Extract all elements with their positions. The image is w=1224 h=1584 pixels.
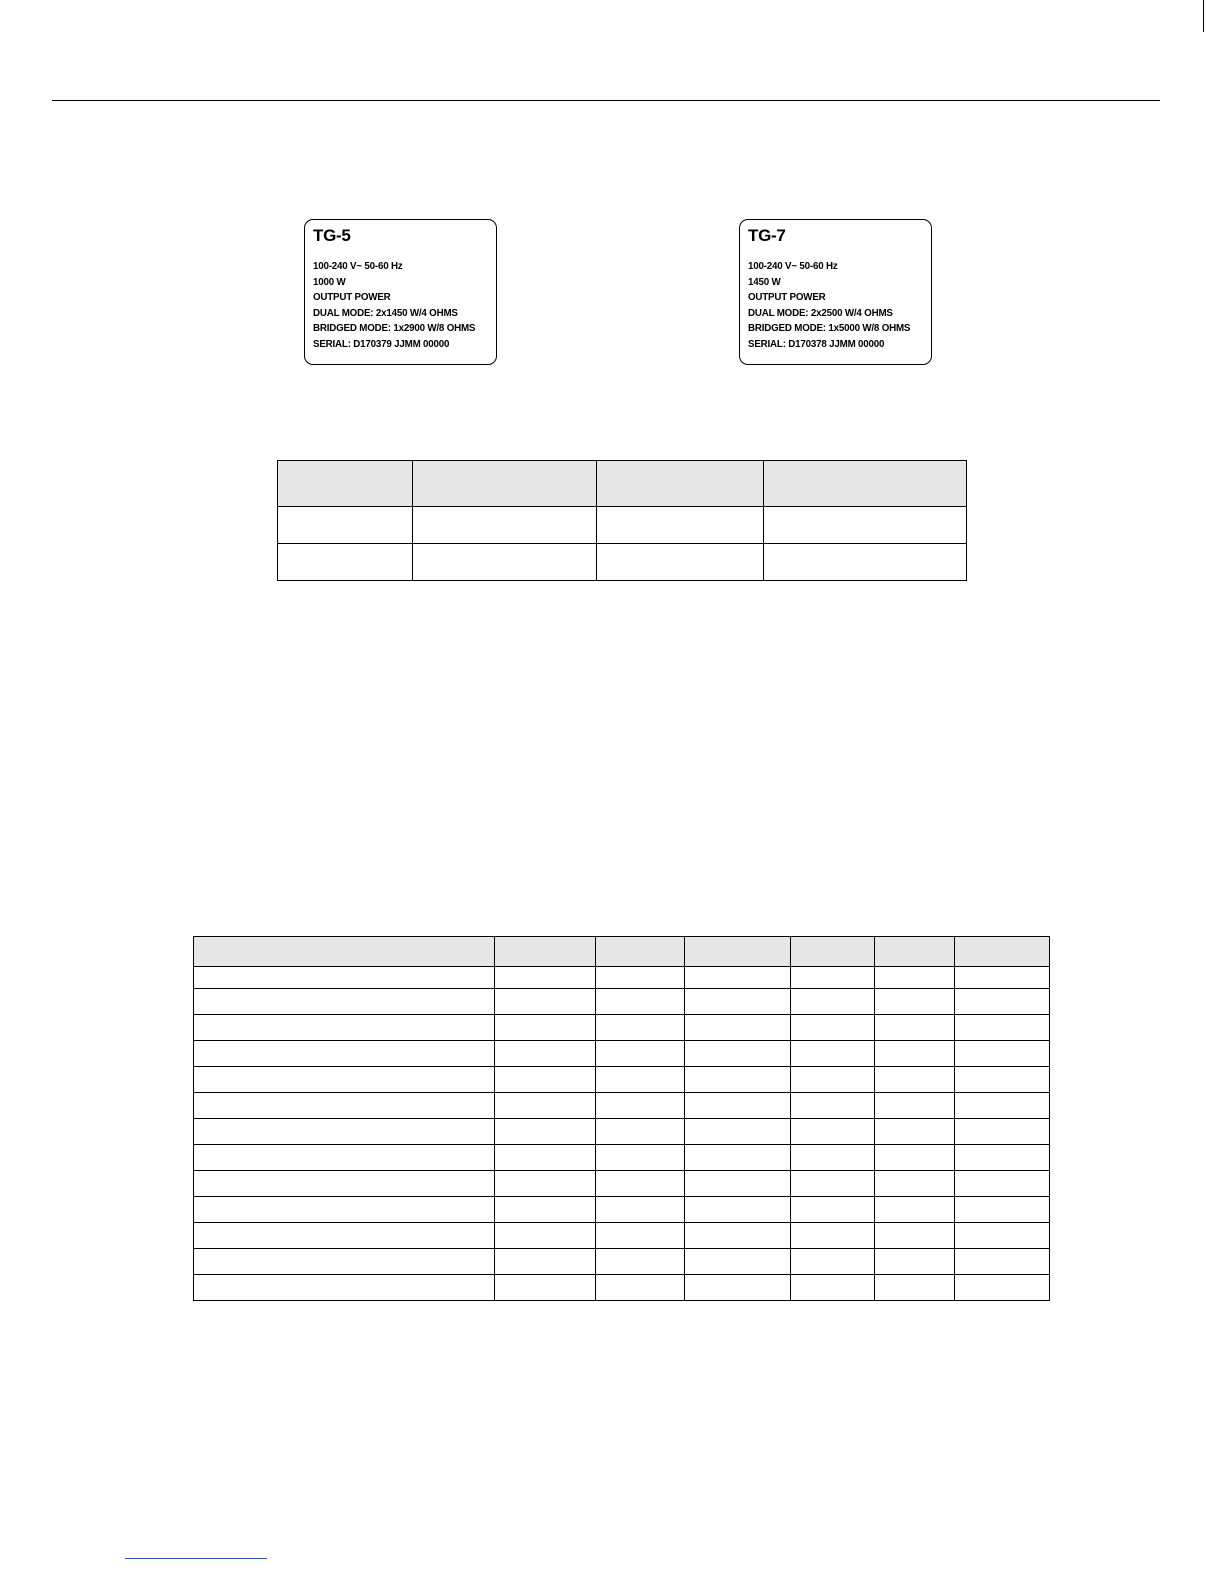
- table-cell: [791, 967, 875, 989]
- table-cell: [875, 1093, 955, 1119]
- spec-table-large: [193, 936, 1050, 1301]
- table-cell: [791, 1275, 875, 1301]
- table-cell: [685, 1275, 791, 1301]
- table-cell: [685, 1171, 791, 1197]
- table-cell: [685, 1067, 791, 1093]
- table-cell: [194, 1067, 495, 1093]
- table-cell: [955, 1171, 1050, 1197]
- table-row: [278, 544, 967, 581]
- table-cell: [875, 1119, 955, 1145]
- table-cell: [194, 1041, 495, 1067]
- table-cell: [495, 1093, 596, 1119]
- table-cell: [685, 1093, 791, 1119]
- table-cell: [495, 989, 596, 1015]
- table-cell: [791, 1015, 875, 1041]
- table-cell: [413, 507, 597, 544]
- tg7-bridged-mode: BRIDGED MODE: 1x5000 W/8 OHMS: [748, 323, 911, 334]
- table-row: [194, 1223, 1050, 1249]
- table-cell: [955, 1093, 1050, 1119]
- table-row: [194, 967, 1050, 989]
- page-edge-mark: [1203, 0, 1204, 32]
- tg5-model-name: TG-5: [313, 226, 351, 245]
- table-cell: [875, 1223, 955, 1249]
- table-header-cell: [194, 937, 495, 967]
- tg5-voltage: 100-240 V~ 50-60 Hz: [313, 261, 403, 272]
- table-header-cell: [764, 461, 967, 507]
- table-cell: [495, 1197, 596, 1223]
- table-header-cell: [955, 937, 1050, 967]
- table-cell: [685, 967, 791, 989]
- table-cell: [194, 1145, 495, 1171]
- tg5-serial: SERIAL: D170379 JJMM 00000: [313, 338, 450, 350]
- table-header-cell: [685, 937, 791, 967]
- tg7-dual-mode: DUAL MODE: 2x2500 W/4 OHMS: [748, 307, 893, 319]
- table-cell: [596, 1015, 685, 1041]
- tg7-voltage: 100-240 V~ 50-60 Hz: [748, 261, 838, 272]
- table-cell: [194, 989, 495, 1015]
- tg7-power: 1450 W: [748, 276, 781, 288]
- table-cell: [194, 1249, 495, 1275]
- table-cell: [685, 989, 791, 1015]
- table-cell: [791, 1171, 875, 1197]
- table-cell: [596, 1041, 685, 1067]
- table-cell: [597, 507, 764, 544]
- table-cell: [791, 1145, 875, 1171]
- table-row: [194, 1041, 1050, 1067]
- header-rule: [52, 100, 1160, 101]
- table-cell: [194, 1093, 495, 1119]
- table-cell: [495, 1223, 596, 1249]
- table-row: [194, 1197, 1050, 1223]
- table-cell: [955, 1197, 1050, 1223]
- table-header-cell: [278, 461, 413, 507]
- table-cell: [597, 544, 764, 581]
- table-cell: [413, 544, 597, 581]
- table-cell: [791, 1093, 875, 1119]
- footnote-rule: [125, 1558, 267, 1559]
- table-row: [194, 1119, 1050, 1145]
- table-cell: [791, 1249, 875, 1275]
- table-header-cell: [596, 937, 685, 967]
- table-cell: [495, 1119, 596, 1145]
- table-cell: [955, 1015, 1050, 1041]
- spec-table-small: [277, 460, 967, 581]
- table-cell: [791, 1197, 875, 1223]
- table-row: [194, 989, 1050, 1015]
- table-cell: [194, 1119, 495, 1145]
- table-cell: [596, 1119, 685, 1145]
- table-header-row: [194, 937, 1050, 967]
- table-cell: [596, 1093, 685, 1119]
- tg5-dual-mode: DUAL MODE: 2x1450 W/4 OHMS: [313, 307, 458, 319]
- table-cell: [596, 1171, 685, 1197]
- table-cell: [495, 1015, 596, 1041]
- table-cell: [495, 1067, 596, 1093]
- table-header-cell: [875, 937, 955, 967]
- table-cell: [596, 1275, 685, 1301]
- table-cell: [955, 989, 1050, 1015]
- table-cell: [685, 1197, 791, 1223]
- table-cell: [955, 967, 1050, 989]
- table-cell: [685, 1015, 791, 1041]
- table-cell: [194, 1197, 495, 1223]
- table-cell: [764, 544, 967, 581]
- table-cell: [278, 507, 413, 544]
- table-cell: [495, 967, 596, 989]
- table-cell: [875, 1015, 955, 1041]
- table-cell: [955, 1067, 1050, 1093]
- table-cell: [875, 1197, 955, 1223]
- tg7-output-power: OUTPUT POWER: [748, 292, 826, 303]
- table-cell: [596, 1145, 685, 1171]
- table-row: [194, 1249, 1050, 1275]
- table-cell: [495, 1171, 596, 1197]
- table-cell: [875, 1041, 955, 1067]
- tg5-bridged-mode: BRIDGED MODE: 1x2900 W/8 OHMS: [313, 323, 476, 334]
- table-cell: [875, 1145, 955, 1171]
- table-cell: [955, 1119, 1050, 1145]
- table-cell: [955, 1145, 1050, 1171]
- table-header-cell: [413, 461, 597, 507]
- table-row: [194, 1015, 1050, 1041]
- tg5-output-power: OUTPUT POWER: [313, 292, 391, 303]
- table-cell: [685, 1041, 791, 1067]
- table-cell: [875, 989, 955, 1015]
- tg5-rating-label: [304, 219, 497, 365]
- table-cell: [194, 1015, 495, 1041]
- table-cell: [875, 967, 955, 989]
- table-cell: [495, 1145, 596, 1171]
- table-cell: [596, 1249, 685, 1275]
- table-cell: [596, 967, 685, 989]
- table-cell: [791, 1067, 875, 1093]
- table-cell: [955, 1223, 1050, 1249]
- table-cell: [596, 1223, 685, 1249]
- table-cell: [685, 1119, 791, 1145]
- table-cell: [955, 1275, 1050, 1301]
- table-row: [194, 1067, 1050, 1093]
- table-cell: [596, 1067, 685, 1093]
- table-cell: [875, 1171, 955, 1197]
- table-cell: [278, 544, 413, 581]
- table-header-row: [278, 461, 967, 507]
- table-cell: [791, 989, 875, 1015]
- table-cell: [875, 1275, 955, 1301]
- tg7-serial: SERIAL: D170378 JJMM 00000: [748, 338, 885, 350]
- tg5-power: 1000 W: [313, 276, 346, 288]
- table-cell: [685, 1223, 791, 1249]
- table-cell: [194, 967, 495, 989]
- table-cell: [495, 1041, 596, 1067]
- table-header-cell: [597, 461, 764, 507]
- table-cell: [791, 1223, 875, 1249]
- table-cell: [875, 1249, 955, 1275]
- table-row: [194, 1275, 1050, 1301]
- table-cell: [875, 1067, 955, 1093]
- table-row: [194, 1145, 1050, 1171]
- table-cell: [955, 1249, 1050, 1275]
- table-cell: [495, 1275, 596, 1301]
- table-cell: [955, 1041, 1050, 1067]
- table-cell: [194, 1275, 495, 1301]
- table-cell: [596, 1197, 685, 1223]
- table-cell: [194, 1223, 495, 1249]
- table-cell: [685, 1249, 791, 1275]
- tg7-model-name: TG-7: [748, 226, 786, 245]
- table-row: [194, 1093, 1050, 1119]
- table-row: [194, 1171, 1050, 1197]
- table-header-cell: [495, 937, 596, 967]
- table-cell: [495, 1249, 596, 1275]
- table-cell: [791, 1119, 875, 1145]
- table-header-cell: [791, 937, 875, 967]
- table-cell: [194, 1171, 495, 1197]
- table-cell: [596, 989, 685, 1015]
- tg7-rating-label: [739, 219, 932, 365]
- table-cell: [764, 507, 967, 544]
- table-cell: [791, 1041, 875, 1067]
- table-row: [278, 507, 967, 544]
- table-cell: [685, 1145, 791, 1171]
